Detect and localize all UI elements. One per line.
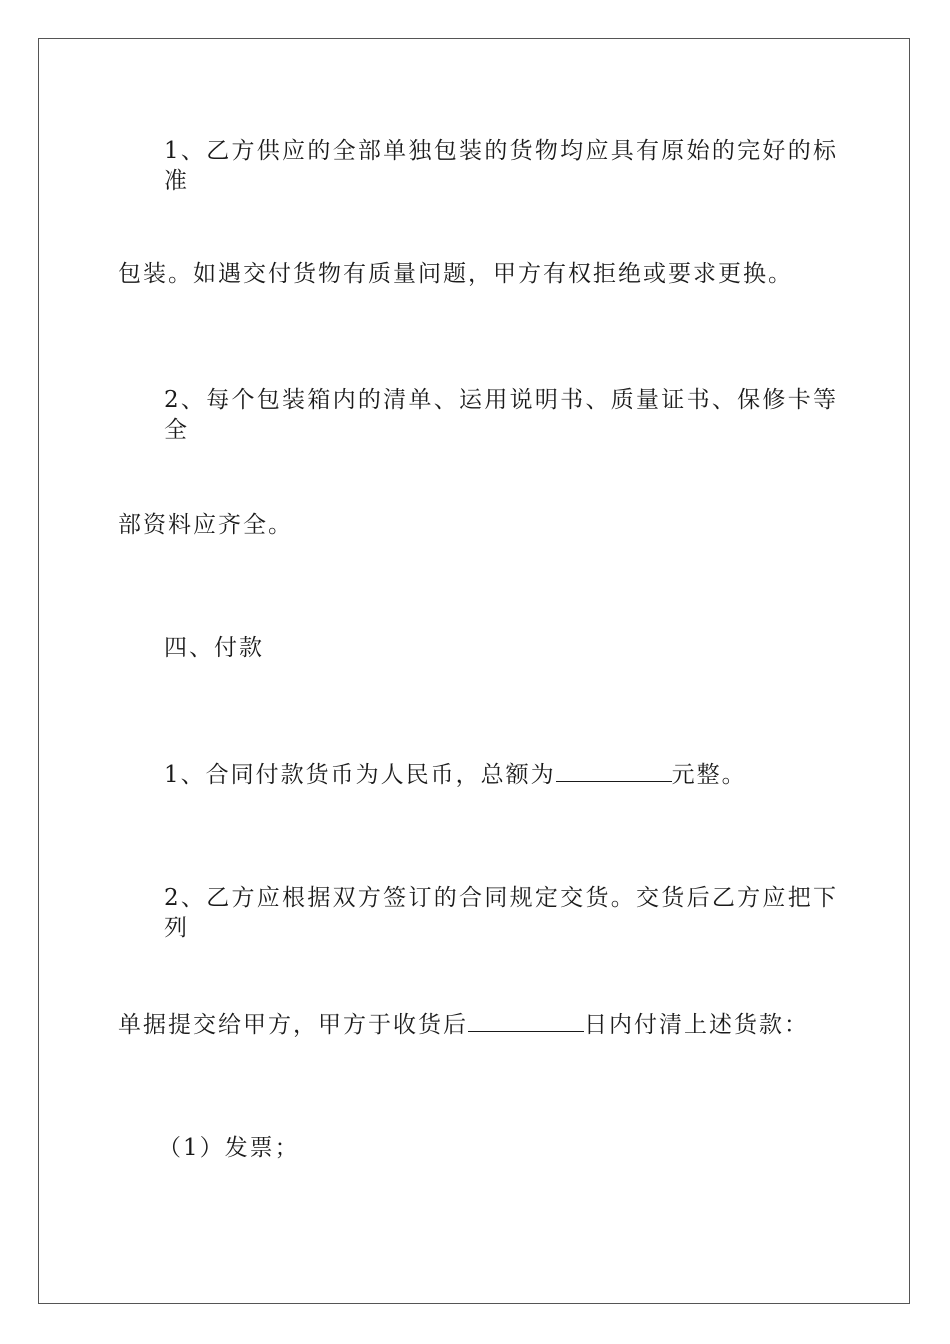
section-heading-payment: 四、付款: [164, 635, 264, 661]
payment-clause-2-line-2: [118, 1009, 838, 1040]
payment-clause-1-suffix: 元整。: [671, 762, 747, 788]
days-blank: [468, 1009, 584, 1032]
payment-clause-1: [118, 759, 838, 790]
payment-clause-2-line-1: 2、乙方应根据双方签订的合同规定交货。交货后乙方应把下列: [164, 885, 838, 941]
payment-clause-2-suffix: 日内付清上述货款：: [584, 1012, 809, 1038]
clause-1-line-1: 1、乙方供应的全部单独包装的货物均应具有原始的完好的标准: [164, 138, 838, 194]
amount-blank: [556, 759, 672, 782]
payment-clause-1-text: 1、合同付款货币为人民币，总额为: [164, 762, 556, 788]
clause-2-line-2: 部资料应齐全。: [118, 512, 293, 538]
payment-clause-2-text: 单据提交给甲方，甲方于收货后: [118, 1012, 468, 1038]
page-frame: [38, 38, 910, 1304]
list-item-invoice: （1）发票；: [158, 1135, 300, 1161]
clause-1-line-2: 包装。如遇交付货物有质量问题，甲方有权拒绝或要求更换。: [118, 261, 793, 287]
clause-2-line-1: 2、每个包装箱内的清单、运用说明书、质量证书、保修卡等全: [164, 387, 838, 443]
